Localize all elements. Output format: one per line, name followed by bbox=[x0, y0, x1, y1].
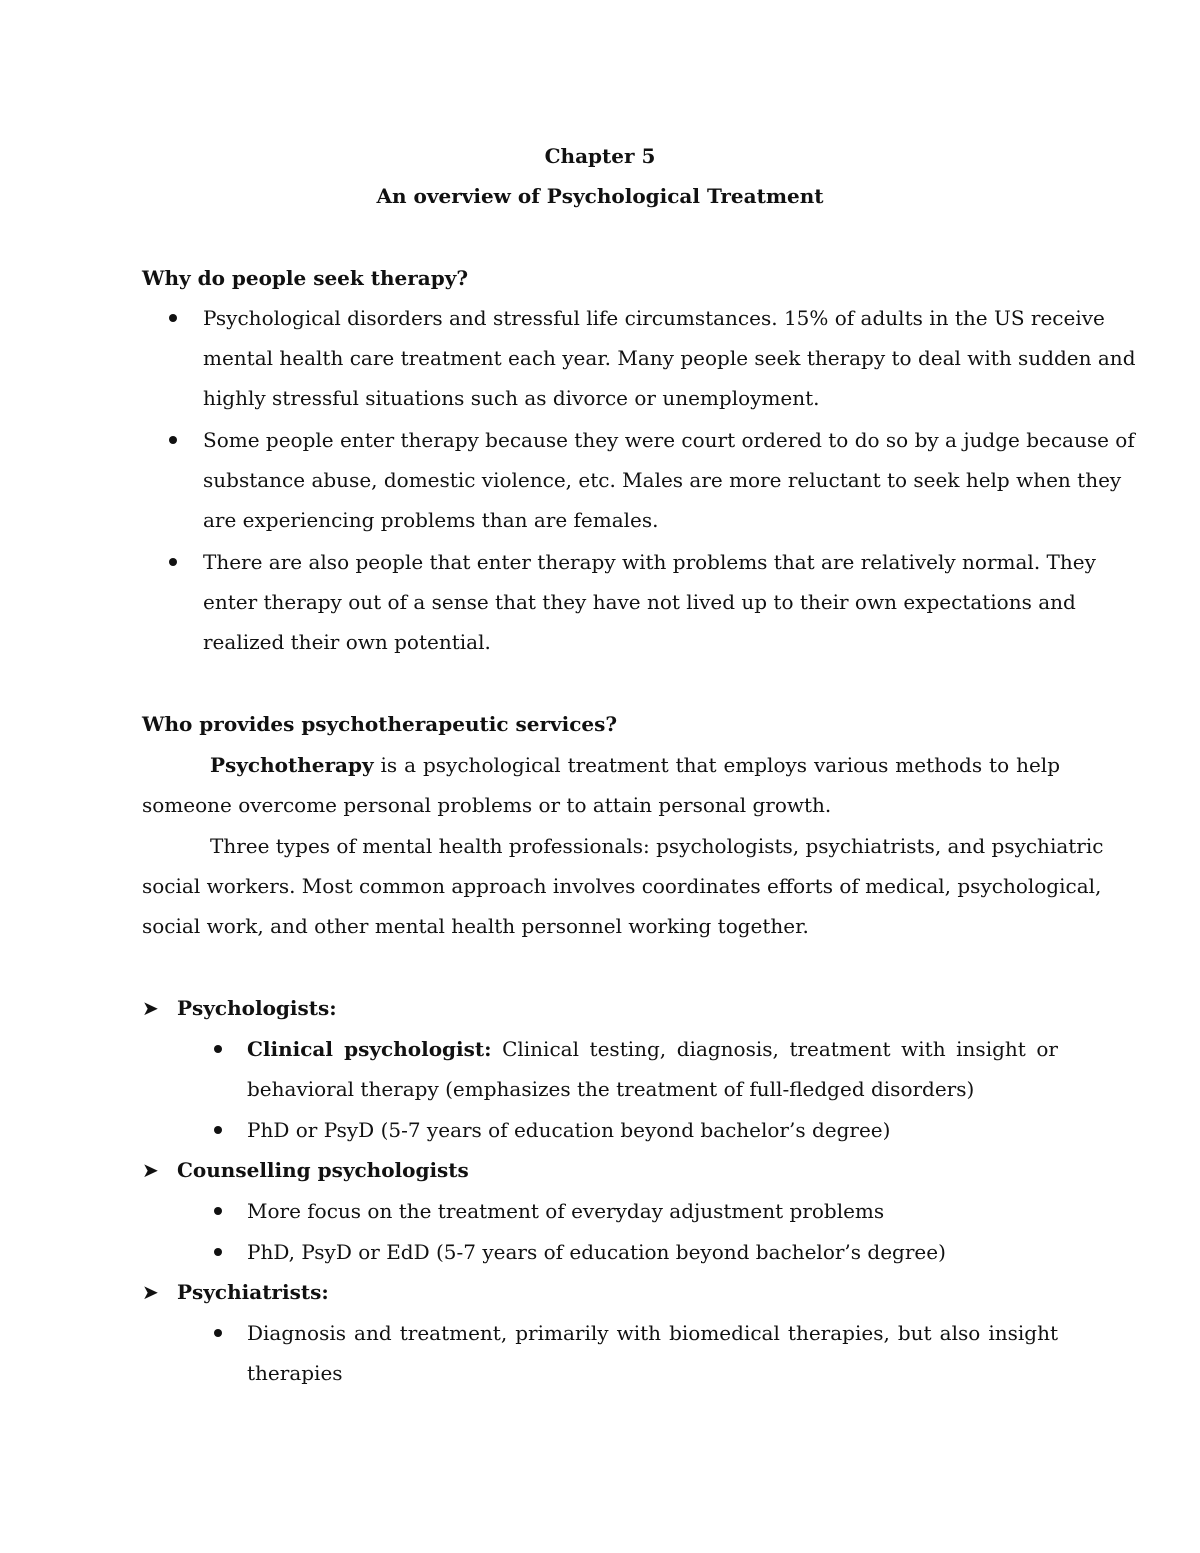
list-item-line: therapies bbox=[247, 1361, 343, 1385]
professional-label: Psychologists: bbox=[177, 996, 337, 1020]
chapter-number: Chapter 5 bbox=[544, 144, 656, 168]
psychotherapy-term: Psychotherapy bbox=[210, 753, 374, 777]
professionals-paragraph bbox=[142, 826, 1104, 946]
section-heading-who-provides: Who provides psychotherapeutic services? bbox=[142, 712, 618, 736]
list-item-line: Psychological disorders and stressful life circumstances. 15% of adults in the US receive bbox=[203, 306, 1105, 330]
bullet-icon bbox=[169, 436, 177, 444]
arrow-bullet-icon: ➤ bbox=[142, 1158, 159, 1182]
paragraph-line: Three types of mental health professionals: psychologists, psychiatrists, and psychiatric bbox=[210, 834, 1104, 858]
chapter-title: An overview of Psychological Treatment bbox=[376, 184, 824, 208]
list-item-line: mental health care treatment each year. Many people seek therapy to deal with sudden and bbox=[203, 346, 1136, 370]
list-item-line: are experiencing problems than are females. bbox=[203, 508, 659, 532]
professional-label: Psychiatrists: bbox=[177, 1280, 329, 1304]
bullet-icon bbox=[169, 314, 177, 322]
list-item-line: There are also people that enter therapy with problems that are relatively normal. They bbox=[203, 550, 1096, 574]
list-item-line: realized their own potential. bbox=[203, 630, 491, 654]
clinical-psychologist-term: Clinical psychologist: bbox=[247, 1037, 492, 1061]
list-item-line: PhD, PsyD or EdD (5-7 years of education beyond bachelor’s degree) bbox=[247, 1240, 946, 1264]
paragraph-line: social workers. Most common approach involves coordinates efforts of medical, psychological, bbox=[142, 874, 1102, 898]
list-item bbox=[247, 1191, 1058, 1231]
list-item-line: behavioral therapy (emphasizes the treatment of full-fledged disorders) bbox=[247, 1077, 975, 1101]
arrow-bullet-icon: ➤ bbox=[142, 996, 159, 1020]
list-item-line bbox=[247, 1029, 1058, 1069]
list-item-line: More focus on the treatment of everyday adjustment problems bbox=[247, 1199, 885, 1223]
list-item-line: enter therapy out of a sense that they have not lived up to their own expectations and bbox=[203, 590, 1076, 614]
bullet-icon bbox=[214, 1329, 222, 1337]
paragraph-line: social work, and other mental health personnel working together. bbox=[142, 914, 809, 938]
arrow-bullet-icon: ➤ bbox=[142, 1280, 159, 1304]
list-item-line: substance abuse, domestic violence, etc. Males are more reluctant to seek help when they bbox=[203, 468, 1122, 492]
paragraph-line: someone overcome personal problems or to attain personal growth. bbox=[142, 793, 832, 817]
bullet-icon bbox=[169, 558, 177, 566]
bullet-icon bbox=[214, 1045, 222, 1053]
list-item-line: PhD or PsyD (5-7 years of education beyond bachelor’s degree) bbox=[247, 1118, 891, 1142]
list-item bbox=[247, 1029, 1058, 1109]
paragraph-text: is a psychological treatment that employs various methods to help bbox=[373, 753, 1060, 777]
list-item-line: Some people enter therapy because they were court ordered to do so by a judge because of bbox=[203, 428, 1135, 452]
list-item-text: Clinical testing, diagnosis, treatment with insight or bbox=[491, 1037, 1058, 1061]
psychotherapy-paragraph bbox=[142, 745, 1060, 825]
bullet-icon bbox=[214, 1207, 222, 1215]
list-item bbox=[247, 1110, 1058, 1150]
list-item bbox=[247, 1313, 1058, 1393]
section-heading-why-therapy: Why do people seek therapy? bbox=[142, 266, 469, 290]
bullet-icon bbox=[214, 1126, 222, 1134]
bullet-icon bbox=[214, 1248, 222, 1256]
list-item-line: highly stressful situations such as divorce or unemployment. bbox=[203, 386, 820, 410]
list-item bbox=[247, 1232, 1058, 1272]
professional-label: Counselling psychologists bbox=[177, 1158, 469, 1182]
paragraph-line bbox=[142, 745, 1060, 785]
list-item-line: Diagnosis and treatment, primarily with biomedical therapies, but also insight bbox=[247, 1321, 1058, 1345]
